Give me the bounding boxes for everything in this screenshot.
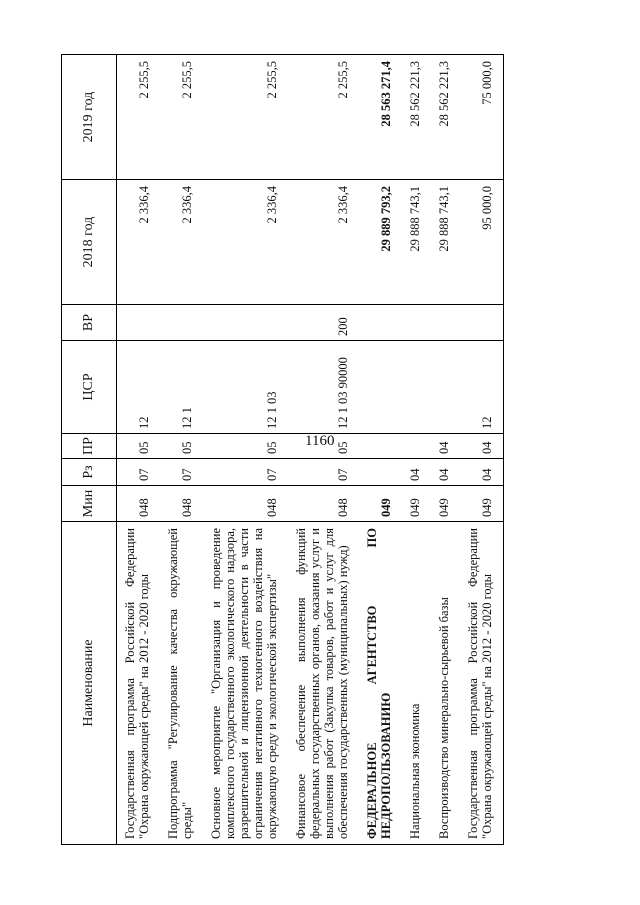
cell-2018: 2 336,4 (203, 180, 288, 305)
cell-2018: 2 336,4 (288, 180, 359, 305)
cell-2018: 29 888 743,1 (402, 180, 431, 305)
cell-2019: 28 563 271,4 (359, 55, 402, 180)
cell-2019: 28 562 221,3 (402, 55, 431, 180)
cell-csr (359, 341, 402, 434)
cell-name: Финансовое обеспечение выполнения функций федеральных государственных органов, оказания услуг и выполнения работ (Закупка товаров, работ и услуг для обеспечения государственных (муниципальных) нужд) (288, 522, 359, 845)
table-row (288, 55, 359, 845)
cell-2018: 29 888 743,1 (431, 180, 460, 305)
cell-csr: 12 1 03 90000 (288, 341, 359, 434)
cell-vr (402, 305, 431, 341)
header-rz: Рз (62, 459, 117, 486)
cell-min: 048 (117, 486, 161, 522)
cell-pr: 04 (460, 434, 504, 459)
cell-csr: 12 (460, 341, 504, 434)
header-csr: ЦСР (62, 341, 117, 434)
cell-min: 049 (460, 486, 504, 522)
cell-rz: 04 (402, 459, 431, 486)
cell-2019: 2 255,5 (160, 55, 203, 180)
cell-pr: 05 (288, 434, 359, 459)
cell-name: Основное мероприятие "Организация и проведение комплексного государственного экологического надзора, разрешительной и лицензионной деятельности в части ограничения негативного техногенного воздействия на окружающую среду и экологической экспертизы" (203, 522, 288, 845)
table-row (203, 55, 288, 845)
cell-2018: 2 336,4 (117, 180, 161, 305)
cell-vr (160, 305, 203, 341)
cell-2019: 75 000,0 (460, 55, 504, 180)
header-row (62, 55, 117, 845)
cell-vr (460, 305, 504, 341)
cell-name: Государственная программа Российской Федерации "Охрана окружающей среды" на 2012 - 2020 годы (460, 522, 504, 845)
cell-vr: 200 (288, 305, 359, 341)
cell-csr: 12 (117, 341, 161, 434)
cell-vr (203, 305, 288, 341)
cell-min: 048 (203, 486, 288, 522)
cell-pr: 05 (117, 434, 161, 459)
cell-rz: 07 (117, 459, 161, 486)
cell-pr: 05 (203, 434, 288, 459)
cell-2018: 2 336,4 (160, 180, 203, 305)
cell-2019: 2 255,5 (117, 55, 161, 180)
cell-2018: 29 889 793,2 (359, 180, 402, 305)
table-row (402, 55, 431, 845)
budget-table (61, 54, 504, 845)
header-2019: 2019 год (62, 55, 117, 180)
cell-rz: 07 (160, 459, 203, 486)
cell-pr (402, 434, 431, 459)
page-number: 1160 (305, 433, 335, 449)
cell-rz: 07 (288, 459, 359, 486)
cell-vr (431, 305, 460, 341)
cell-2019: 2 255,5 (203, 55, 288, 180)
cell-min: 048 (160, 486, 203, 522)
cell-csr: 12 1 03 (203, 341, 288, 434)
rotated-table-container (61, 55, 581, 845)
cell-rz (359, 459, 402, 486)
cell-pr: 04 (431, 434, 460, 459)
cell-min: 049 (359, 486, 402, 522)
cell-2019: 2 255,5 (288, 55, 359, 180)
cell-pr: 05 (160, 434, 203, 459)
table-row (460, 55, 504, 845)
cell-csr: 12 1 (160, 341, 203, 434)
table-row (359, 55, 402, 845)
cell-rz: 04 (460, 459, 504, 486)
cell-min: 048 (288, 486, 359, 522)
cell-2018: 95 000,0 (460, 180, 504, 305)
cell-name: Подпрограмма "Регулирование качества окружающей среды" (160, 522, 203, 845)
cell-csr (402, 341, 431, 434)
header-name: Наименование (62, 522, 117, 845)
header-vr: ВР (62, 305, 117, 341)
cell-min: 049 (431, 486, 460, 522)
table-row (431, 55, 460, 845)
header-pr: ПР (62, 434, 117, 459)
cell-2019: 28 562 221,3 (431, 55, 460, 180)
table-row (117, 55, 161, 845)
cell-name: Национальная экономика (402, 522, 431, 845)
cell-pr (359, 434, 402, 459)
cell-name: Государственная программа Российской Федерации "Охрана окружающей среды" на 2012 - 2020 годы (117, 522, 161, 845)
cell-name: Воспроизводство минерально-сырьевой базы (431, 522, 460, 845)
cell-vr (359, 305, 402, 341)
cell-name: ФЕДЕРАЛЬНОЕ АГЕНТСТВО ПО НЕДРОПОЛЬЗОВАНИЮ (359, 522, 402, 845)
cell-min: 049 (402, 486, 431, 522)
table-row (160, 55, 203, 845)
header-2018: 2018 год (62, 180, 117, 305)
cell-rz: 07 (203, 459, 288, 486)
cell-vr (117, 305, 161, 341)
cell-csr (431, 341, 460, 434)
cell-rz: 04 (431, 459, 460, 486)
header-min: Мин (62, 486, 117, 522)
